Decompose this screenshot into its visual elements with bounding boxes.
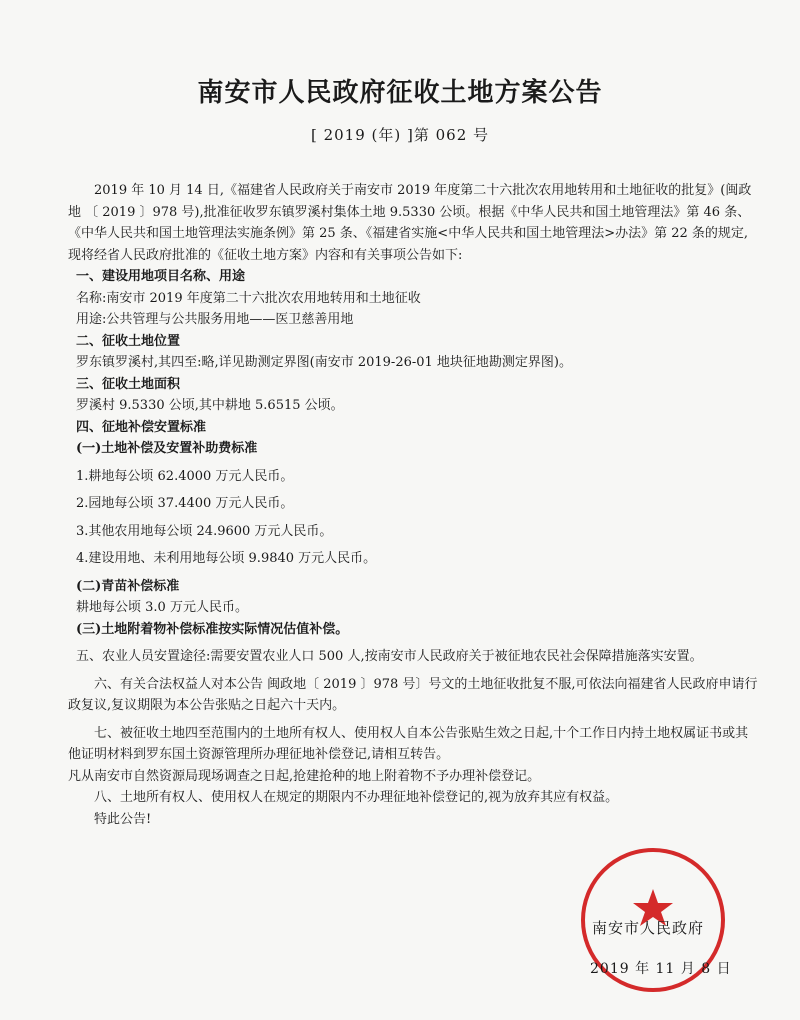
- closing-remark: 特此公告!: [94, 811, 152, 827]
- section-3-heading: 三、征收土地面积: [76, 376, 181, 392]
- section-6: 六、有关合法权益人对本公告 闽政地〔 2019 〕978 号〕号文的土地征收批复不服,可依法向福建省人民政府申请行政复议,复议期限为本公告张贴之日起六十天内。: [68, 676, 758, 713]
- section-3-text: 罗溪村 9.5330 公顷,其中耕地 5.6515 公顷。: [76, 398, 344, 413]
- section-2-heading: 二、征收土地位置: [76, 333, 181, 349]
- section-8: 八、土地所有权人、使用权人在规定的期限内不办理征地补偿登记的,视为放弃其应有权益。: [94, 790, 619, 805]
- section-4-heading: 四、征地补偿安置标准: [76, 419, 207, 435]
- section-5: 五、农业人员安置途径:需要安置农业人口 500 人,按南安市人民政府关于被征地农民社会保障措施落实安置。: [76, 649, 703, 664]
- section-4-sub1: (一)土地补偿及安置补助费标准: [76, 441, 258, 456]
- signing-date: 2019 年 11 月 8 日: [590, 961, 732, 977]
- section-1-heading: 一、建设用地项目名称、用途: [76, 269, 246, 284]
- document-number: [ 2019 (年) ]第 062 号: [310, 126, 490, 144]
- section-2-text: 罗东镇罗溪村,其四至:略,详见勘测定界图(南安市 2019-26-01 地块征地勘测定界图)。: [76, 355, 573, 370]
- section-4-item-2: 2.园地每公顷 37.4400 万元人民币。: [76, 496, 294, 511]
- section-4-sub3: (三)土地附着物补偿标准按实际情况估值补偿。: [76, 621, 349, 637]
- signer-name: 南安市人民政府: [592, 919, 705, 937]
- section-7-extra: 凡从南安市自然资源局现场调查之日起,抢建抢种的地上附着物不予办理补偿登记。: [68, 768, 541, 784]
- section-4-item-3: 3.其他农用地每公顷 24.9600 万元人民币。: [76, 523, 333, 539]
- document-title: 南安市人民政府征收土地方案公告: [197, 78, 603, 108]
- section-4-sub2-text: 耕地每公顷 3.0 万元人民币。: [76, 600, 248, 615]
- section-7: 七、被征收土地四至范围内的土地所有权人、使用权人自本公告张贴生效之日起,十个工作日内持土地权属证书或其他证明材料到罗东国土资源管理所办理征地补偿登记,请相互转告。: [68, 725, 749, 762]
- section-1-use: 用途:公共管理与公共服务用地——医卫慈善用地: [76, 312, 354, 327]
- section-4-item-1: 1.耕地每公顷 62.4000 万元人民币。: [76, 468, 294, 484]
- section-4-sub2: (二)青苗补偿标准: [76, 578, 180, 594]
- section-1-name: 名称:南安市 2019 年度第二十六批次农用地转用和土地征收: [76, 290, 421, 306]
- document-body: [68, 180, 758, 830]
- intro-paragraph: 2019 年 10 月 14 日,《福建省人民政府关于南安市 2019 年度第二十六批次农用地转用和土地征收的批复》(闽政地 〔 2019 〕978 号),批准征收罗东镇罗溪村集体土地 9.5330 公顷。根据《中华人民共和国土地管理法》第 46 条、《中华人民共和国土地管理法实施条例》第 25 条、《福建省实施<中华人民共和国土地管理法>办法》第 22 条的规定,现将经省人民政府批准的《征收土地方案》内容和有关事项公告如下:: [68, 183, 752, 263]
- section-4-item-4: 4.建设用地、未利用地每公顷 9.9840 万元人民币。: [76, 551, 377, 566]
